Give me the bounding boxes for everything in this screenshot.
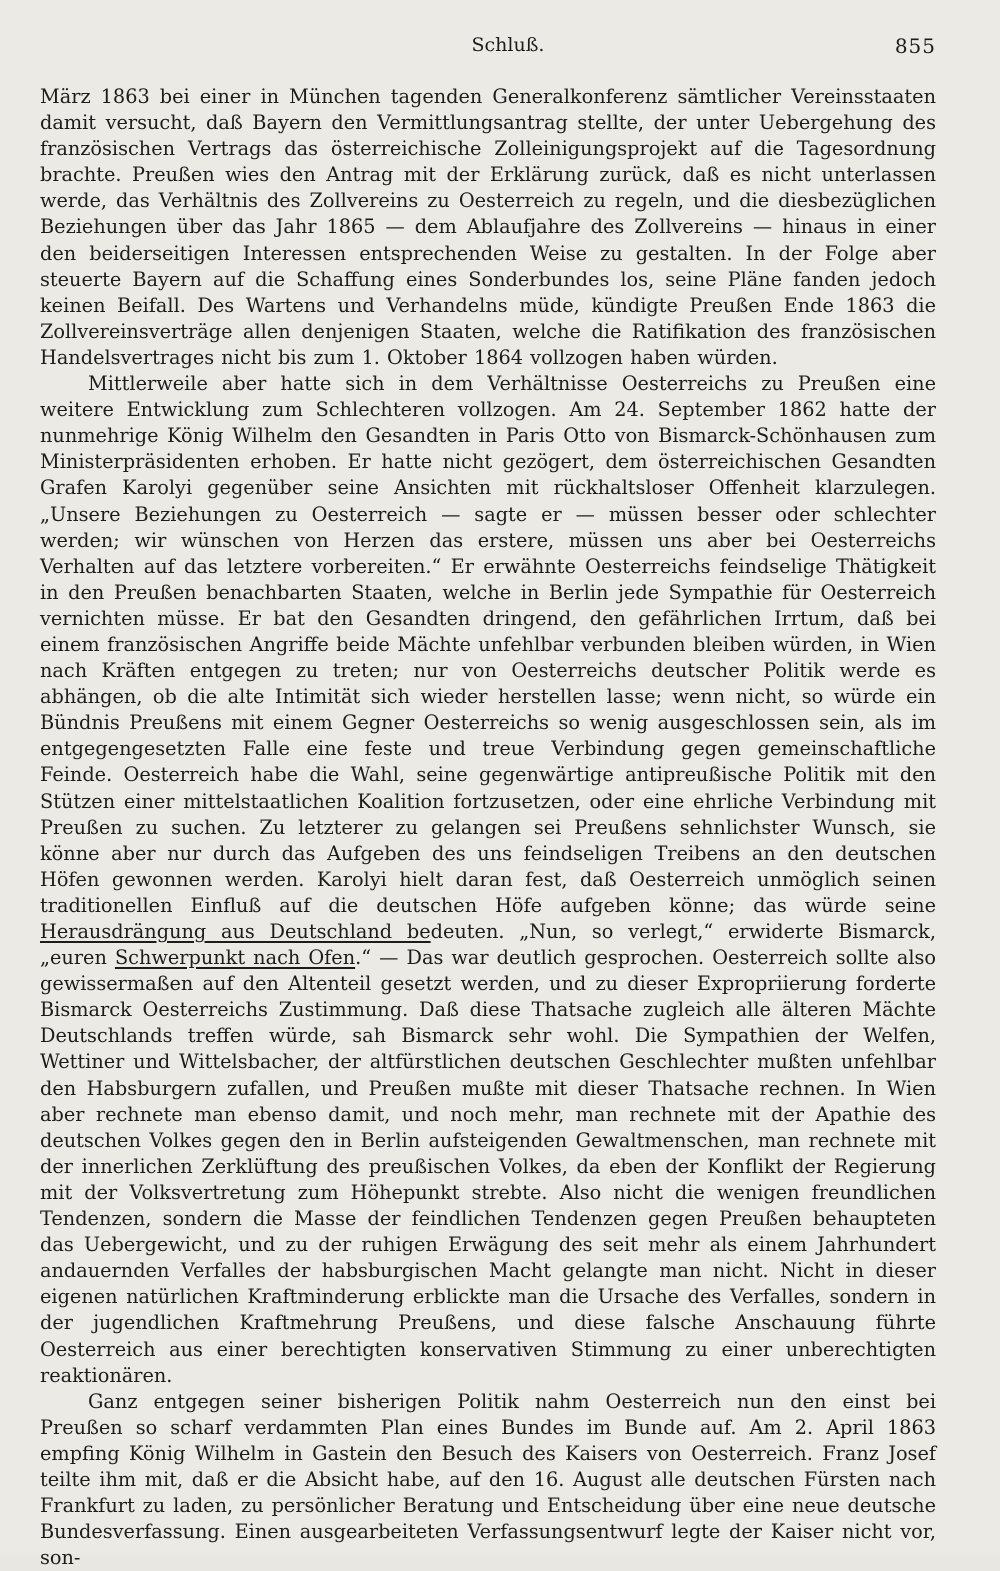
page-number: 855 — [894, 34, 936, 58]
running-head: Schluß. — [471, 34, 545, 56]
pencil-underline-2: Schwerpunkt nach Ofen — [114, 946, 356, 970]
page-body — [40, 84, 936, 1571]
paragraph-2-text-a: Mittlerweile aber hatte sich in dem Verhältnisse Oesterreichs zu Preußen eine weitere Entwicklung zum Schlechteren vollzogen. Am 24. September 1862 hatte der nunmehrige König Wilhelm den Gesandten in Paris Otto von Bismarck-Schönhausen zum Ministerpräsidenten erhoben. Er hatte nicht gezögert, dem österreichischen Gesandten Grafen Karolyi gegenüber seine Ansichten mit rückhaltsloser Offenheit klarzulegen. „Unsere Beziehungen zu Oesterreich — sagte er — müssen besser oder schlechter werden; wir wünschen von Herzen das erstere, müssen uns aber bei Oesterreichs Verhalten auf das letztere vorbereiten.“ Er erwähnte Oesterreichs feindselige Thätigkeit in den Preußen benachbarten Staaten, welche in Berlin jede Sympathie für Oesterreich vernichten müsse. Er bat den Gesandten dringend, den gefährlichen Irrtum, daß bei einem französischen Angriffe beide Mächte unfehlbar verbunden bleiben würden, in Wien nach Kräften entgegen zu treten; nur von Oesterreichs deutscher Politik werde es abhängen, ob die alte Intimität sich wieder herstellen lasse; wenn nicht, so würde ein Bündnis Preußens mit einem Gegner Oesterreichs so wenig ausgeschlossen sein, als im entgegengesetzten Falle eine feste und treue Verbindung gegen gemeinschaftliche Feinde. Oesterreich habe die Wahl, seine gegenwärtige antipreußische Politik mit den Stützen einer mittelstaatlichen Koalition fortzusetzen, oder eine ehrliche Verbindung mit Preußen zu suchen. Zu letzterer zu gelangen sei Preußens sehnlichster Wunsch, sie könne aber nur durch das Aufgeben des uns feindseligen Treibens an den deutschen Höfen gewonnen werden. Karolyi hielt daran fest, daß Oesterreich unmöglich seinen traditionellen Einfluß auf die deutschen Höfe aufgeben könne; das würde seine — [40, 372, 936, 917]
paragraph-1: März 1863 bei einer in München tagenden Generalkonferenz sämtlicher Vereinsstaaten damit versucht, daß Bayern den Vermittlungsantrag stellte, der unter Uebergehung des französischen Vertrags das österreichische Zolleinigungsprojekt auf die Tagesordnung brachte. Preußen wies den Antrag mit der Erklärung zurück, daß es nicht unterlassen werde, das Verhältnis des Zollvereins zu Oesterreich zu regeln, und die diesbezüglichen Beziehungen über das Jahr 1865 — dem Ablaufjahre des Zollvereins — hinaus in einer den beiderseitigen Interessen entsprechenden Weise zu gestalten. In der Folge aber steuerte Bayern auf die Schaffung eines Sonderbundes los, seine Pläne fanden jedoch keinen Beifall. Des Wartens und Verhandelns müde, kündigte Preußen Ende 1863 die Zollvereinsverträge allen denjenigen Staaten, welche die Ratifikation des französischen Handelsvertrages nicht bis zum 1. Oktober 1864 vollzogen haben würden. — [40, 85, 936, 369]
page-header — [40, 34, 936, 58]
pencil-underline-1: Herausdrängung aus Deutschland be — [40, 920, 431, 943]
paragraph-2-text-c: .“ — Das war deutlich gesprochen. Oesterreich sollte also gewissermaßen auf den Altenteil gesetzt werden, und zu dieser Expropriierung forderte Bismarck Oesterreichs Zustimmung. Daß diese Thatsache zugleich alle älteren Mächte Deutschlands treffen würde, sah Bismarck sehr wohl. Die Sympathien der Welfen, Wettiner und Wittelsbacher, der altfürstlichen deutschen Geschlechter mußten unfehlbar den Habsburgern zufallen, und Preußen mußte mit dieser Thatsache rechnen. In Wien aber rechnete man ebenso damit, und noch mehr, man rechnete mit der Apathie des deutschen Volkes gegen den in Berlin aufsteigenden Gewaltmenschen, man rechnete mit der innerlichen Zerklüftung des preußischen Volkes, da eben der Konflikt der Regierung mit der Volksvertretung zum Höhepunkt strebte. Also nicht die wenigen freundlichen Tendenzen, sondern die Masse der feindlichen Tendenzen gegen Preußen behaupteten das Uebergewicht, und zu der ruhigen Erwägung des seit mehr als einem Jahrhundert andauernden Verfalles der habsburgischen Macht gelangte man nicht. Nicht in dieser eigenen natürlichen Kraftminderung erblickte man die Ursache des Verfalles, sondern in der jugendlichen Kraftmehrung Preußens, und diese falsche Anschauung führte Oesterreich aus einer berechtigten konservativen Stimmung zu einer unberechtigten reaktionären. — [40, 946, 937, 1387]
paragraph-3: Ganz entgegen seiner bisherigen Politik nahm Oesterreich nun den einst bei Preußen so scharf verdammten Plan eines Bundes im Bunde auf. Am 2. April 1863 empfing König Wilhelm in Gastein den Besuch des Kaisers von Oesterreich. Franz Josef teilte ihm mit, daß er die Absicht habe, auf den 16. August alle deutschen Fürsten nach Frankfurt zu laden, zu persönlicher Beratung und Entscheidung über eine neue deutsche Bundesverfassung. Einen ausgearbeiteten Verfassungsentwurf legte der Kaiser nicht vor, son- — [40, 1389, 936, 1570]
paragraph-2-text-b: deuten. „Nun, so verlegt,“ erwiderte Bismarck, „euren — [40, 920, 936, 970]
paragraph-2 — [40, 371, 936, 1389]
